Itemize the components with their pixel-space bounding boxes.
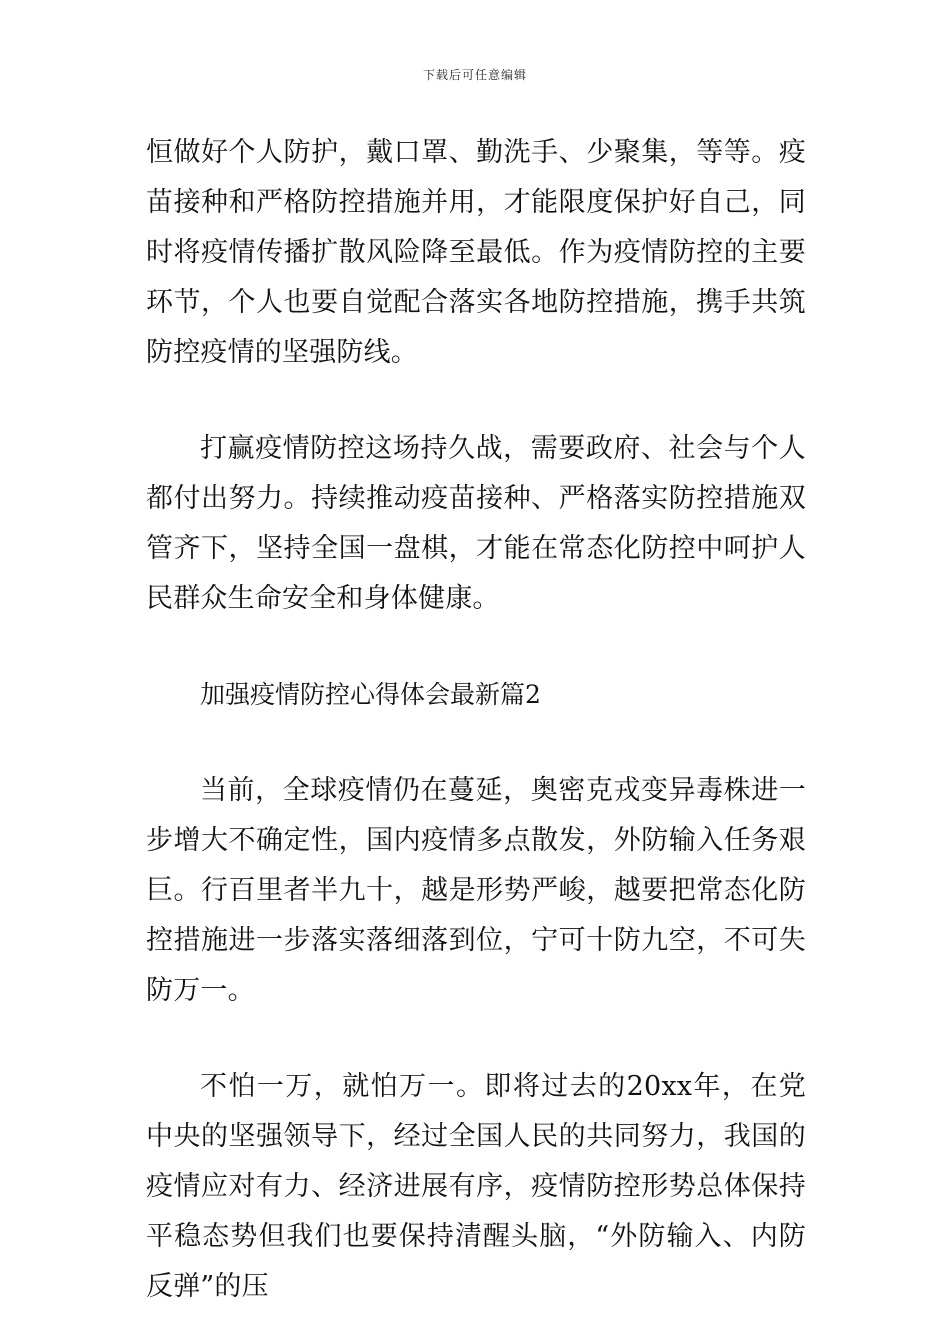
- document-body: [146, 128, 806, 1312]
- paragraph: 打赢疫情防控这场持久战，需要政府、社会与个人都付出努力。持续推动疫苗接种、严格落实防控措施双管齐下，坚持全国一盘棋，才能在常态化防控中呵护人民群众生命安全和身体健康。: [146, 433, 806, 614]
- section-heading: 加强疫情防控心得体会最新篇2: [200, 680, 541, 709]
- paragraph-spacer: [146, 624, 806, 670]
- paragraph: 不怕一万，就怕万一。即将过去的20xx年，在党中央的坚强领导下，经过全国人民的共同努力，我国的疫情应对有力、经济进展有序，疫情防控形势总体保持平稳态势但我们也要保持清醒头脑，“外防输入、内防反弹”的压: [146, 1071, 806, 1302]
- header-note: 下载后可任意编辑: [422, 68, 527, 82]
- paragraph-spacer: [146, 720, 806, 766]
- paragraph-spacer: [146, 378, 806, 424]
- paragraph: 当前，全球疫情仍在蔓延，奥密克戎变异毒株进一步增大不确定性，国内疫情多点散发，外防输入任务艰巨。行百里者半九十，越是形势严峻，越要把常态化防控措施进一步落实落细落到位，宁可十防九空，不可失防万一。: [146, 775, 806, 1006]
- paragraph-spacer: [146, 1016, 806, 1062]
- paragraph-continued: 恒做好个人防护，戴口罩、勤洗手、少聚集，等等。疫苗接种和严格防控措施并用，才能限度保护好自己，同时将疫情传播扩散风险降至最低。作为疫情防控的主要环节，个人也要自觉配合落实各地防控措施，携手共筑防控疫情的坚强防线。: [146, 137, 806, 368]
